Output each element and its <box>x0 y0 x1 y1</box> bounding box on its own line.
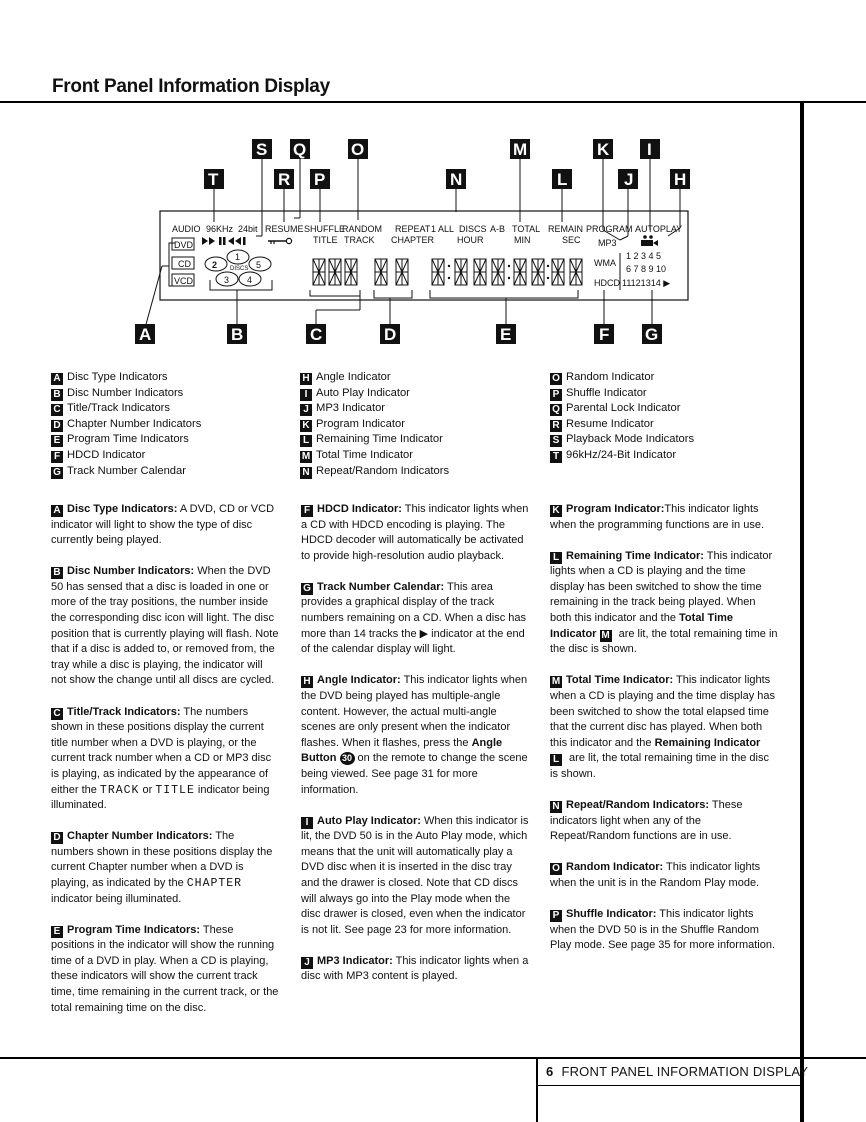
bit-label: 24bit <box>238 224 258 234</box>
wma-label: WMA <box>594 258 616 268</box>
svg-text:S: S <box>256 140 268 159</box>
para-repeat-random: N Repeat/Random Indicators: These indicators light when any of the Repeat/Random functions are in use. <box>550 799 743 843</box>
time-digit-6 <box>532 259 544 285</box>
svg-text:O: O <box>351 140 365 159</box>
page-number: 6 <box>546 1064 554 1079</box>
legend-item: P Shuffle Indicator <box>550 386 694 402</box>
chapter-digit-1 <box>375 259 387 285</box>
legend-column-2 <box>300 370 449 479</box>
one-all-label: 1 ALL <box>431 224 455 234</box>
hour-label: HOUR <box>457 235 484 245</box>
segment-digits <box>313 259 582 285</box>
svg-text:1: 1 <box>235 252 241 262</box>
legend-item: R Resume Indicator <box>550 417 694 433</box>
play-arrow-icon: ▶ <box>419 627 429 640</box>
legend-item: F HDCD Indicator <box>51 448 201 464</box>
legend-item: H Angle Indicator <box>300 370 449 386</box>
legend-item: J MP3 Indicator <box>300 401 449 417</box>
legend-item: G Track Number Calendar <box>51 464 201 480</box>
time-digit-2 <box>455 259 467 285</box>
para-random: O Random Indicator: This indicator lights when the unit is in the Random Play mode. <box>550 861 761 889</box>
playback-mode-icons <box>202 237 246 245</box>
svg-text:J: J <box>624 170 634 189</box>
legend-column-1 <box>51 370 201 479</box>
body-column-1 <box>51 502 279 1032</box>
svg-text:N: N <box>450 170 463 189</box>
play-icon <box>209 237 215 245</box>
track-label: TRACK <box>344 235 375 245</box>
svg-text:4: 4 <box>247 275 253 285</box>
legend-item: N Repeat/Random Indicators <box>300 464 449 480</box>
play-icon <box>202 237 208 245</box>
svg-text:P: P <box>314 170 326 189</box>
svg-text:E: E <box>500 325 512 344</box>
pause-icon <box>219 237 222 245</box>
svg-text:D: D <box>384 325 397 344</box>
time-digit-4 <box>492 259 504 285</box>
svg-text:R: R <box>278 170 291 189</box>
legend-item: Q Parental Lock Indicator <box>550 401 694 417</box>
svg-text:5: 5 <box>256 260 262 270</box>
legend-item: B Disc Number Indicators <box>51 386 201 402</box>
body-column-3 <box>550 502 778 969</box>
total-label: TOTAL <box>512 224 541 234</box>
svg-text:F: F <box>599 325 610 344</box>
disc-type-indicators <box>172 238 194 286</box>
para-total-time: M Total Time Indicator: This indicator lights when a CD is playing and the time display has been switched to show the total elapsed time that the current disc has played. When both this indicator and the Remaining Indicator L are lit, the total remaining time in the disc is shown. <box>550 674 776 780</box>
legend-item: I Auto Play Indicator <box>300 386 449 402</box>
audio-label: AUDIO <box>172 224 201 234</box>
repeat-label: REPEAT <box>395 224 431 234</box>
para-disc-type: A Disc Type Indicators: A DVD, CD or VCD indicator will light to show the type of disc currently being played. <box>51 503 275 547</box>
svg-text:DISCS: DISCS <box>230 266 249 272</box>
para-chapter-number: D Chapter Number Indicators: The numbers shown in these positions display the current Chapter number when a DVD is playing, as indicated by the CHAPTER indicator being illuminated. <box>51 830 273 905</box>
para-hdcd: F HDCD Indicator: This indicator lights when a CD with HDCD encoding is playing. The HDCD decoder will automatically be activated to provide high-resolution audio playback. <box>301 503 529 562</box>
vcd-label: VCD <box>174 276 194 286</box>
random-label: RANDOM <box>342 224 382 234</box>
title-track-digit-1 <box>313 259 325 285</box>
para-program-time: E Program Time Indicators: These positions in the indicator will show the running time of a DVD in play. When a CD is playing, these indicators will show the current track time, time remaining in the current track, or the total remaining time on the disc. <box>51 923 279 1014</box>
svg-text:2: 2 <box>212 260 218 270</box>
svg-text:G: G <box>645 325 659 344</box>
page-title: Front Panel Information Display <box>52 76 330 97</box>
cd-label: CD <box>178 259 191 269</box>
legend-item: K Program Indicator <box>300 417 449 433</box>
front-panel-diagram <box>0 0 866 360</box>
svg-text:Q: Q <box>293 140 307 159</box>
reverse-icon <box>228 237 234 245</box>
time-digit-8 <box>570 259 582 285</box>
remain-label: REMAIN <box>548 224 584 234</box>
legend-item: S Playback Mode Indicators <box>550 432 694 448</box>
min-label: MIN <box>514 235 531 245</box>
svg-text:C: C <box>310 325 323 344</box>
resume-label: RESUME <box>265 224 304 234</box>
legend-item: O Random Indicator <box>550 370 694 386</box>
para-track-calendar: G Track Number Calendar: This area provides a graphical display of the track numbers remaining on a CD. When a disc has more than 14 tracks the ▶ indicator at the end of the calendar display will light. <box>301 580 526 656</box>
shuffle-label: SHUFFLE <box>304 224 346 234</box>
para-disc-number: B Disc Number Indicators: When the DVD 50 has sensed that a disc is loaded in one or more of the tray positions, the number inside the corresponding disc icon will light. The disc position that is currently playing will flash. Note that if a disc is added to, or removed from, the tray while a disc is playing, the indicator will not show the change until all discs are cycled. <box>51 565 279 687</box>
legend-column-3 <box>550 370 694 464</box>
time-digit-7 <box>552 259 564 285</box>
legend-item: C Title/Track Indicators <box>51 401 201 417</box>
chapter-digit-2 <box>396 259 408 285</box>
para-remaining-time: L Remaining Time Indicator: This indicator lights when a CD is playing and the time display has been switched to show the time remaining in the track being played. When both this indicator and the Total Time Indicator M are lit, the total remaining time in the disc is shown. <box>550 549 778 656</box>
button-number-badge: 30 <box>340 752 355 765</box>
body-column-2 <box>301 502 529 1001</box>
para-angle: H Angle Indicator: This indicator lights when the DVD being played has multiple-angle content. However, the actual multi-angle scenes are only present when the indicator flashes. When it flashes, press the Angle Button 30 on the remote to change the scene being viewed. See page 31 for more information. <box>301 674 528 796</box>
svg-text:3: 3 <box>224 275 230 285</box>
title-track-digit-3 <box>345 259 357 285</box>
legend-item: E Program Time Indicators <box>51 432 201 448</box>
footer-label: FRONT PANEL INFORMATION DISPLAY <box>561 1064 809 1079</box>
autoplay-label: AUTOPLAY <box>635 224 683 234</box>
svg-text:I: I <box>647 140 652 159</box>
svg-text:1 2 3 4 5: 1 2 3 4 5 <box>626 251 662 261</box>
sec-label: SEC <box>562 235 581 245</box>
para-title-track: C Title/Track Indicators: The numbers shown in these positions display the current title number when a DVD is playing, or the current track number when a CD or MP3 disc is playing, as indicated by the appearance of either the TRACK or TITLE indicator being illuminated. <box>51 705 272 812</box>
legend-item: T 96kHz/24-Bit Indicator <box>550 448 694 464</box>
time-digit-3 <box>474 259 486 285</box>
svg-text:T: T <box>208 170 219 189</box>
legend-item: A Disc Type Indicators <box>51 370 201 386</box>
ab-label: A-B <box>490 224 506 234</box>
para-mp3: J MP3 Indicator: This indicator lights when a disc with MP3 content is played. <box>301 954 529 983</box>
svg-text:B: B <box>231 325 244 344</box>
para-program: K Program Indicator:This indicator lights when the programming functions are in use. <box>550 503 765 531</box>
para-auto-play: I Auto Play Indicator: When this indicator is lit, the DVD 50 is in the Auto Play mode, which means that the unit will automatically play a DVD disc when it is inserted in the disc tray and the drawer is closed. Note that CD discs will always go into the Play mode when the disc drawer is closed, even when the indicator is not lit. See page 23 for more information. <box>301 814 529 936</box>
key-lock-icon <box>268 238 292 244</box>
chapter-label: CHAPTER <box>391 235 435 245</box>
svg-text:A: A <box>139 325 152 344</box>
khz-label: 96KHz <box>206 224 234 234</box>
angle-camera-icon <box>641 235 658 246</box>
para-shuffle: P Shuffle Indicator: This indicator lights when the DVD 50 is in the Shuffle Random Play mode. See page 35 for more information. <box>550 907 776 952</box>
svg-text:L: L <box>557 170 568 189</box>
title-track-digit-2 <box>329 259 341 285</box>
svg-text:6 7 8 9 10: 6 7 8 9 10 <box>626 264 667 274</box>
time-digit-5 <box>514 259 526 285</box>
title-label: TITLE <box>313 235 338 245</box>
svg-text:K: K <box>597 140 610 159</box>
svg-text:M: M <box>513 140 528 159</box>
hdcd-label: HDCD <box>594 278 620 288</box>
legend-item: M Total Time Indicator <box>301 448 413 462</box>
track-number-calendar <box>620 251 670 290</box>
legend-item: D Chapter Number Indicators <box>51 417 201 433</box>
page-footer <box>546 1064 808 1079</box>
svg-text:H: H <box>674 170 687 189</box>
program-label: PROGRAM <box>586 224 633 234</box>
mp3-label: MP3 <box>598 238 617 248</box>
time-digit-1 <box>432 259 444 285</box>
footer-divider <box>536 1059 538 1122</box>
dvd-label: DVD <box>174 240 194 250</box>
discs-label: DISCS <box>459 224 487 234</box>
svg-text:11121314 ▶: 11121314 ▶ <box>622 278 671 288</box>
legend-item: L Remaining Time Indicator <box>300 432 449 448</box>
